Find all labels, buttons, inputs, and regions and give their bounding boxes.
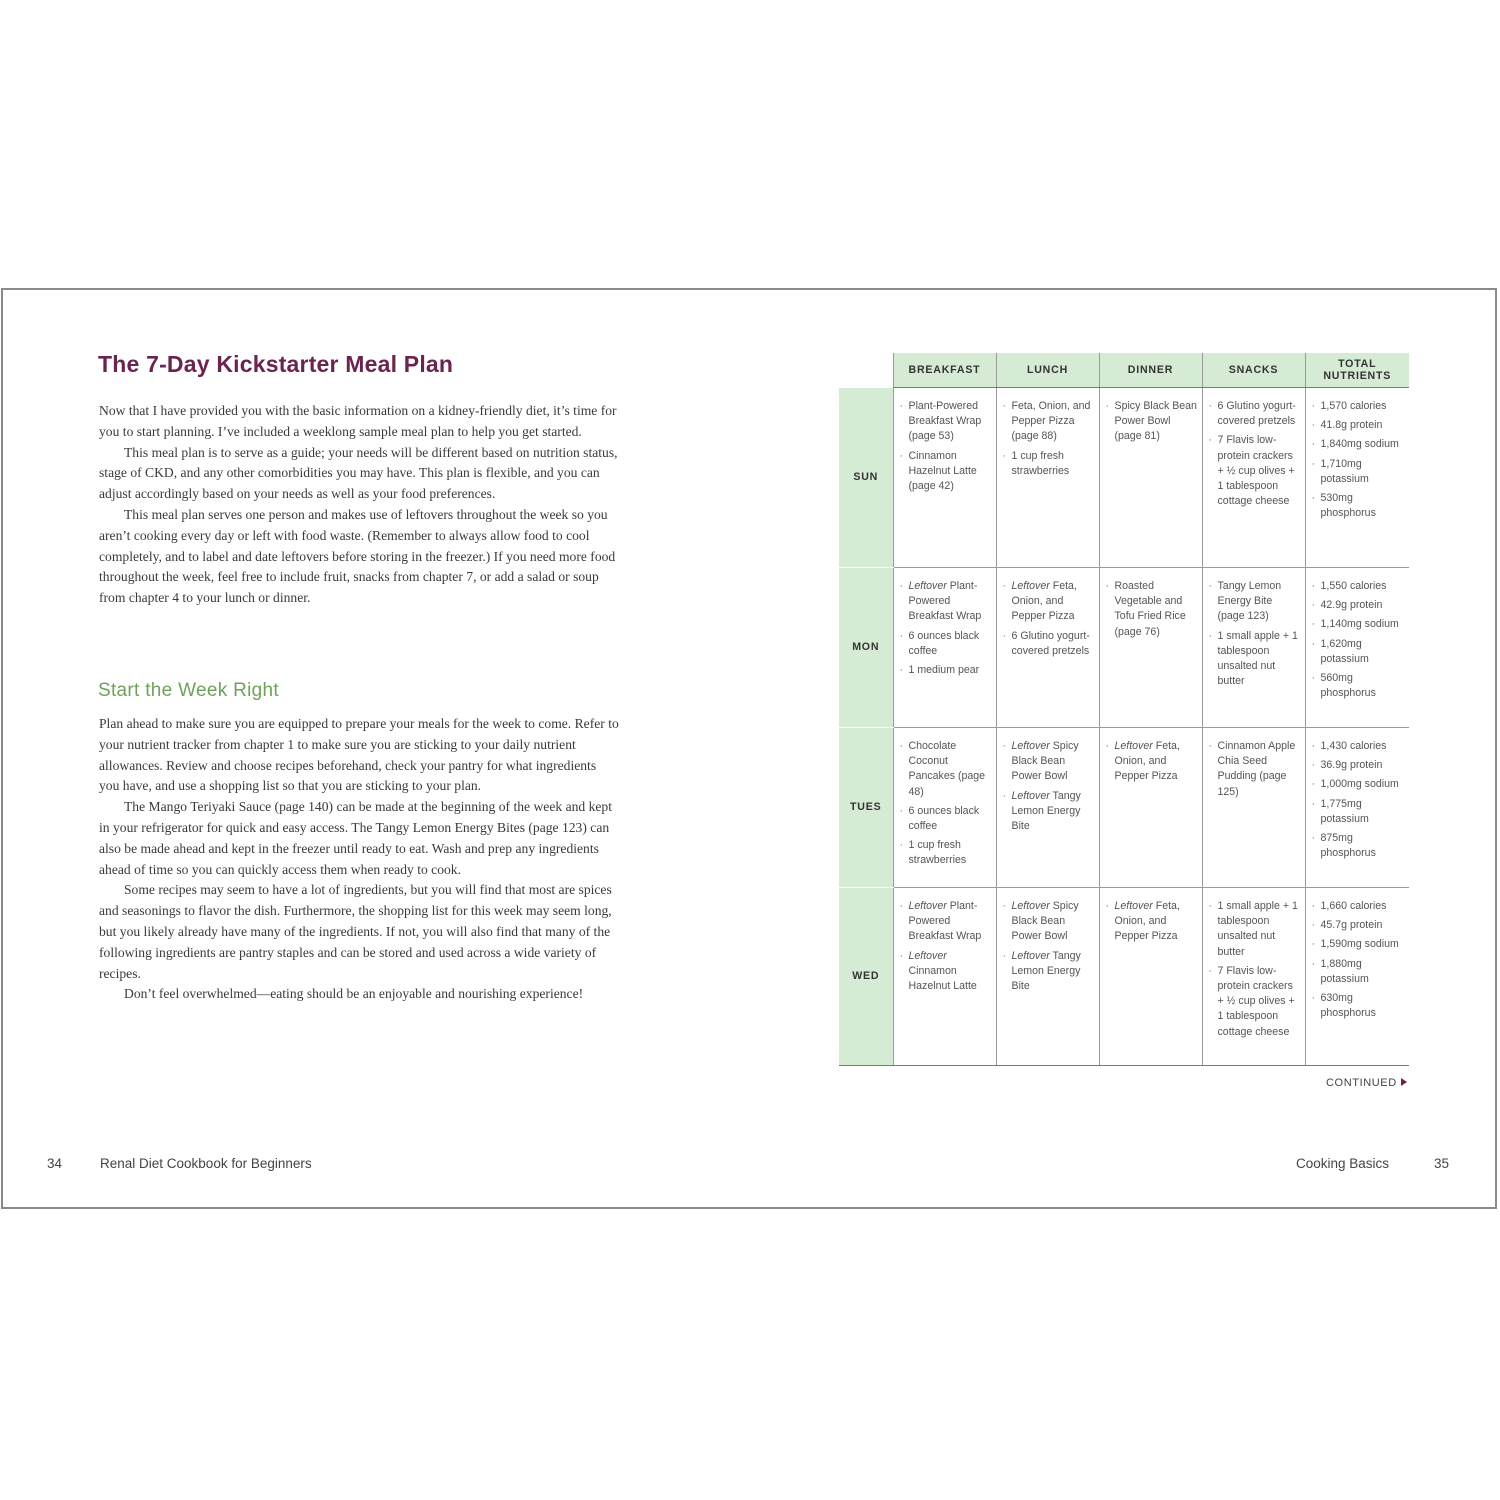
meal-item — [900, 399, 992, 445]
meal-item-text: 1 medium pear — [908, 664, 980, 677]
meal-item-text: Cinnamon Apple Chia Seed Pudding (page 125) — [1217, 740, 1296, 798]
leftover-label: Leftover — [908, 949, 947, 962]
meal-item — [900, 804, 992, 834]
meal-item-text: Spicy Black Bean Power Bowl (page 81) — [1114, 400, 1197, 443]
leftover-label: Leftover — [1011, 949, 1050, 962]
breakfast-cell — [893, 568, 996, 728]
breakfast-cell — [893, 888, 996, 1066]
nutrient-item: · 1,775mg potassium — [1312, 797, 1406, 827]
meal-item — [1003, 449, 1095, 479]
meal-item — [1106, 399, 1198, 445]
right-running-title: Cooking Basics — [1296, 1156, 1390, 1171]
meal-item — [1106, 899, 1198, 945]
column-header-lunch: LUNCH — [996, 353, 1099, 388]
day-label: TUES — [839, 728, 893, 888]
total-nutrients-cell — [1305, 568, 1409, 728]
meal-item — [900, 629, 992, 659]
day-label: SUN — [839, 388, 893, 568]
right-page-number: 35 — [1434, 1156, 1450, 1171]
meal-item-text: 1 cup fresh strawberries — [908, 839, 967, 867]
meal-item-text: Feta, Onion, and Pepper Pizza — [1114, 900, 1180, 943]
dinner-cell — [1099, 728, 1202, 888]
meal-item — [900, 663, 992, 678]
section-text — [99, 714, 619, 1005]
nutrient-item: · 45.7g protein — [1312, 918, 1406, 933]
meal-item-text: 6 ounces black coffee — [908, 629, 980, 657]
snacks-cell — [1202, 728, 1305, 888]
column-header-breakfast: BREAKFAST — [893, 353, 996, 388]
leftover-label: Leftover — [1011, 789, 1050, 802]
leftover-label: Leftover — [908, 580, 947, 592]
meal-item — [1106, 739, 1198, 785]
meal-item — [1003, 789, 1095, 835]
leftover-label: Leftover — [1114, 740, 1153, 752]
breakfast-cell — [893, 728, 996, 888]
meal-item-text: 1 small apple + 1 tablespoon unsalted nut butter — [1217, 629, 1298, 688]
left-page-number: 34 — [47, 1156, 63, 1171]
meal-item — [1003, 739, 1095, 785]
meal-item-text: Tangy Lemon Energy Bite — [1011, 789, 1081, 833]
meal-item-text: Cinnamon Hazelnut Latte (page 42) — [908, 449, 977, 493]
meal-item-text: 1 cup fresh strawberries — [1011, 449, 1070, 477]
nutrient-item: · 1,710mg potassium — [1312, 457, 1406, 487]
continued-indicator — [1326, 1077, 1407, 1089]
leftover-label: Leftover — [1011, 740, 1050, 752]
nutrient-item: · 1,570 calories — [1312, 399, 1406, 414]
section-paragraph: Some recipes may seem to have a lot of ingredients, but you will find that most are spices and seasonings to flavor the dish. Furthermore, the shopping list for this week may seem long, but you likely already have many of the ingredients. If not, you will also find that many of the following ingredients are pantry staples and can be stored and used across a wide variety of recipes. — [99, 882, 612, 981]
total-nutrients-cell — [1305, 388, 1409, 568]
section-paragraph: Don’t feel overwhelmed—eating should be an enjoyable and nourishing experience! — [124, 986, 584, 1002]
leftover-label: Leftover — [1011, 580, 1050, 592]
table-row — [839, 728, 1409, 888]
nutrient-item: · 1,840mg sodium — [1312, 437, 1406, 452]
meal-item-text: 7 Flavis low-protein crackers + ½ cup olives + 1 tablespoon cottage cheese — [1217, 964, 1295, 1038]
table-header-row — [839, 353, 1409, 388]
meal-item — [1003, 629, 1095, 659]
meal-item — [1209, 433, 1301, 509]
nutrient-item: · 1,430 calories — [1312, 739, 1406, 754]
meal-item — [1209, 739, 1301, 800]
lunch-cell — [996, 728, 1099, 888]
leftover-label: Leftover — [1011, 900, 1050, 912]
meal-item — [900, 579, 992, 625]
meal-item-text: Plant-Powered Breakfast Wrap — [908, 900, 982, 943]
nutrient-item: · 1,140mg sodium — [1312, 617, 1406, 632]
day-label: WED — [839, 888, 893, 1066]
intro-text — [99, 401, 619, 609]
meal-item-text: Feta, Onion, and Pepper Pizza (page 88) — [1011, 400, 1091, 443]
left-running-title: Renal Diet Cookbook for Beginners — [100, 1156, 312, 1171]
dinner-cell — [1099, 388, 1202, 568]
section-paragraph: Plan ahead to make sure you are equipped to prepare your meals for the week to come. Refer to your nutrient tracker from chapter 1 to make sure you are sticking to your daily nutrient allowances. Review and choose recipes beforehand, check your pantry for what ingredients you have, and use a shopping list so that you are sticking to your plan. — [99, 716, 619, 794]
meal-item-text: Feta, Onion, and Pepper Pizza — [1011, 580, 1077, 623]
nutrient-item: · 530mg phosphorus — [1312, 491, 1406, 521]
column-header-snacks: SNACKS — [1202, 353, 1305, 388]
total-nutrients-cell — [1305, 888, 1409, 1066]
total-nutrients-cell — [1305, 728, 1409, 888]
table-row — [839, 888, 1409, 1066]
continued-label: CONTINUED — [1326, 1077, 1397, 1089]
meal-item-text: 1 small apple + 1 tablespoon unsalted nut butter — [1217, 900, 1298, 958]
meal-item — [900, 449, 992, 495]
nutrient-item: · 1,620mg potassium — [1312, 637, 1406, 667]
nutrient-item: · 1,000mg sodium — [1312, 777, 1406, 792]
meal-item — [1003, 949, 1095, 995]
intro-paragraph: This meal plan serves one person and makes use of leftovers throughout the week so you aren’t cooking every day or left with food waste. (Remember to always allow food to cool completely, and to label and date leftovers before storing in the freezer.) If you need more food throughout the week, feel free to include fruit, snacks from chapter 7, or add a salad or soup from chapter 4 to your lunch or dinner. — [99, 506, 616, 606]
day-label: MON — [839, 568, 893, 728]
table-row — [839, 388, 1409, 568]
nutrient-item: · 560mg phosphorus — [1312, 671, 1406, 701]
nutrient-item: · 1,660 calories — [1312, 899, 1406, 914]
meal-item — [900, 899, 992, 945]
leftover-label: Leftover — [908, 900, 947, 912]
meal-item — [1003, 399, 1095, 445]
table-row — [839, 568, 1409, 728]
meal-item — [1209, 579, 1301, 625]
meal-item — [900, 949, 992, 995]
meal-item — [1003, 579, 1095, 625]
meal-item-text: Plant-Powered Breakfast Wrap (page 53) — [908, 400, 982, 443]
meal-item — [1209, 629, 1301, 690]
nutrient-item: · 36.9g protein — [1312, 758, 1406, 773]
meal-plan-table — [839, 353, 1409, 1066]
meal-item-text: Spicy Black Bean Power Bowl — [1011, 900, 1079, 943]
nutrient-item: · 875mg phosphorus — [1312, 831, 1406, 861]
meal-item-text: Spicy Black Bean Power Bowl — [1011, 740, 1079, 783]
lunch-cell — [996, 388, 1099, 568]
intro-paragraph: Now that I have provided you with the basic information on a kidney-friendly diet, it’s time for you to start planning. I’ve included a weeklong sample meal plan to help you get started. — [99, 403, 617, 439]
meal-item-text: 7 Flavis low-protein crackers + ½ cup olives + 1 tablespoon cottage cheese — [1217, 434, 1295, 508]
header-nutrients-line: NUTRIENTS — [1323, 370, 1392, 382]
intro-paragraph: This meal plan is to serve as a guide; your needs will be different based on nutrition status, stage of CKD, and any other comorbidities you may have. This plan is flexible, and you can adjust accordingly based on your needs as well as your food preferences. — [99, 444, 618, 502]
lunch-cell — [996, 888, 1099, 1066]
meal-item — [900, 739, 992, 800]
section-subheading: Start the Week Right — [98, 680, 279, 701]
meal-item-text: 6 Glutino yogurt-covered pretzels — [1011, 629, 1090, 657]
section-paragraph: The Mango Teriyaki Sauce (page 140) can be made at the beginning of the week and kept in your refrigerator for quick and easy access. The Tangy Lemon Energy Bites (page 123) can also be made ahead and kept in the freezer until ready to eat. Wash and prep any ingredients ahead of time so you can quickly access them when ready to cook. — [99, 799, 612, 877]
nutrient-item: · 1,880mg potassium — [1312, 957, 1406, 987]
meal-item — [1209, 899, 1301, 960]
dinner-cell — [1099, 568, 1202, 728]
meal-item-text: Feta, Onion, and Pepper Pizza — [1114, 740, 1180, 783]
triangle-right-icon — [1401, 1078, 1407, 1086]
dinner-cell — [1099, 888, 1202, 1066]
snacks-cell — [1202, 568, 1305, 728]
column-header-dinner: DINNER — [1099, 353, 1202, 388]
meal-item-text: Roasted Vegetable and Tofu Fried Rice (page 76) — [1114, 580, 1186, 638]
nutrient-item: · 42.9g protein — [1312, 598, 1406, 613]
leftover-label: Leftover — [1114, 900, 1153, 912]
meal-item — [900, 838, 992, 868]
nutrient-item: · 630mg phosphorus — [1312, 991, 1406, 1021]
meal-item — [1209, 399, 1301, 429]
nutrient-item: · 1,550 calories — [1312, 579, 1406, 594]
meal-item — [1209, 964, 1301, 1040]
meal-item — [1106, 579, 1198, 640]
meal-item-text: Tangy Lemon Energy Bite (page 123) — [1217, 580, 1282, 623]
meal-item-text: Cinnamon Hazelnut Latte — [908, 964, 977, 993]
meal-item-text: Plant-Powered Breakfast Wrap — [908, 580, 982, 623]
breakfast-cell — [893, 388, 996, 568]
header-total-line: TOTAL — [1338, 358, 1377, 370]
snacks-cell — [1202, 388, 1305, 568]
nutrient-item: · 41.8g protein — [1312, 418, 1406, 433]
meal-item-text: Chocolate Coconut Pancakes (page 48) — [908, 740, 986, 798]
meal-item-text: Tangy Lemon Energy Bite — [1011, 949, 1081, 993]
column-header-total-nutrients — [1305, 353, 1409, 388]
meal-item-text: 6 ounces black coffee — [908, 804, 980, 833]
page-title: The 7-Day Kickstarter Meal Plan — [98, 351, 454, 377]
lunch-cell — [996, 568, 1099, 728]
meal-item — [1003, 899, 1095, 945]
nutrient-item: · 1,590mg sodium — [1312, 937, 1406, 952]
header-corner — [839, 353, 893, 388]
snacks-cell — [1202, 888, 1305, 1066]
meal-item-text: 6 Glutino yogurt-covered pretzels — [1217, 400, 1296, 428]
